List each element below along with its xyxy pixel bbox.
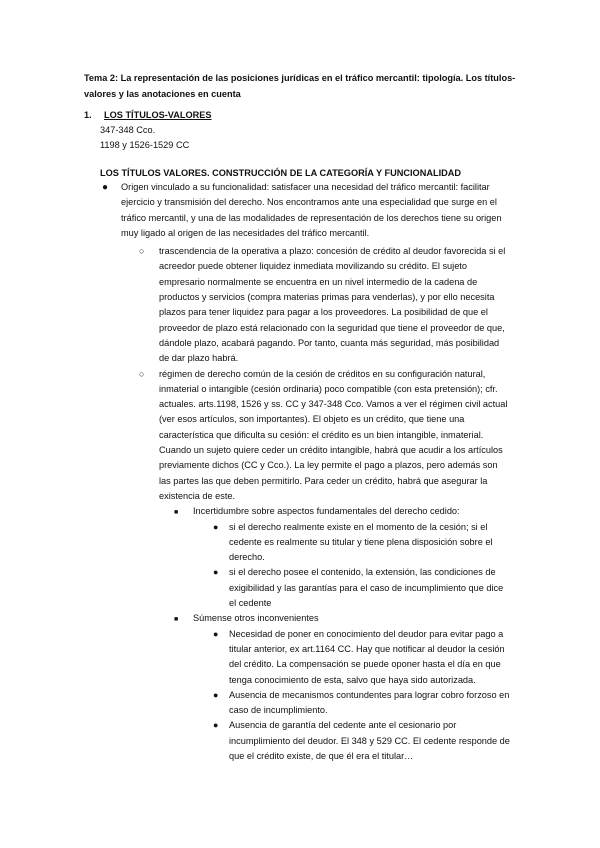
document-body bbox=[0, 180, 600, 764]
list-item-text: si el derecho realmente existe en el momento de la cesión; si el cedente es realmente su titular y tiene plena disposición sobre el derecho. bbox=[229, 521, 493, 563]
bullet-square-icon: ■ bbox=[174, 509, 179, 517]
list-item-text: Incertidumbre sobre aspectos fundamentales del derecho cedido: bbox=[193, 506, 460, 517]
section-number: 1. bbox=[84, 110, 92, 120]
list-item bbox=[213, 718, 511, 764]
legal-references bbox=[100, 123, 189, 154]
list-item bbox=[102, 180, 511, 241]
list-item-text: si el derecho posee el contenido, la extensión, las condiciones de exigibilidad y las garantías para el caso de incumplimiento que dice el cedente bbox=[229, 567, 504, 609]
section-heading bbox=[84, 108, 212, 123]
bullet-circle-icon: ○ bbox=[139, 246, 145, 257]
bullet-circle-icon: ○ bbox=[139, 368, 145, 379]
list-item bbox=[139, 244, 511, 366]
list-item bbox=[213, 520, 511, 566]
reference-line: 347-348 Cco. bbox=[100, 125, 156, 135]
list-item-text: régimen de derecho común de la cesión de créditos en su configuración natural, inmaterial o intangible (cesión ordinaria) poco compatible (con esta pretensión); cfr. actuales. arts.1198, 1526 y ss. CC y 347-348 Cco. Vamos a ver el régimen civil actual (ver esos artículos, son importantes). El objeto es un crédito, que tiene una característica que dificulta su cesión: el crédito es un bien intangible, inmaterial. Cuando un sujeto quiere ceder un crédito intangible, habrá que acudir a los artículos previamente dichos (CC y Cco.). La ley permite el pago a plazos, pero además son las partes las que deben permitirlo. Para ceder un crédito, habrá que asegurar la existencia de este. bbox=[159, 368, 508, 501]
bullet-square-icon: ■ bbox=[174, 616, 179, 624]
reference-line: 1198 y 1526-1529 CC bbox=[100, 140, 190, 151]
list-item-text: Súmense otros inconvenientes bbox=[193, 613, 319, 624]
bullet-disc-icon: ● bbox=[213, 521, 219, 532]
section-label: LOS TÍTULOS-VALORES bbox=[104, 110, 212, 120]
bullet-disc-icon: ● bbox=[102, 182, 109, 193]
list-item bbox=[174, 611, 511, 626]
bullet-disc-icon: ● bbox=[213, 720, 219, 731]
list-item bbox=[213, 627, 511, 688]
bullet-disc-icon: ● bbox=[213, 689, 219, 700]
list-item bbox=[139, 367, 511, 505]
list-item-text: Ausencia de mecanismos contundentes para lograr cobro forzoso en caso de incumplimiento. bbox=[229, 689, 510, 716]
list-item-text: Origen vinculado a su funcionalidad: satisfacer una necesidad del tráfico mercantil: facilitar ejercicio y transmisión del derecho. Nos encontramos ante una especialidad que surge en el tráfico mercantil, y una de las modalidades de representación de los derechos tiene su origen muy ligado al origen de las necesidades del tráfico mercantil. bbox=[121, 182, 502, 238]
page-title: Tema 2: La representación de las posiciones jurídicas en el tráfico mercantil: tipología. Los títulos-valores y las anotaciones en cuenta bbox=[84, 73, 516, 99]
list-item-text: Ausencia de garantía del cedente ante el cesionario por incumplimiento del deudor. El 348 y 529 CC. El cedente responde de que el crédito existe, de que él era el titular… bbox=[229, 720, 510, 761]
list-item bbox=[213, 688, 511, 719]
subsection-heading: LOS TÍTULOS VALORES. CONSTRUCCIÓN DE LA CATEGORÍA Y FUNCIONALIDAD bbox=[100, 168, 462, 178]
bullet-disc-icon: ● bbox=[213, 567, 219, 578]
list-item-text: trascendencia de la operativa a plazo: concesión de crédito al deudor favorecida si el acreedor puede obtener liquidez inmediata movilizando su crédito. El sujeto empresario normalmente se encuentra en un nivel intermedio de la cadena de productos y servicios (compra materias primas para venderlas), y por ello necesita plazos para tener liquidez para pagar a los proveedores. La posibilidad de que el proveedor de plazo está relacionado con la seguridad que tiene el proveedor de que, dándole plazo, acabará pagando. Por tanto, cuanta más seguridad, más posibilidad de dar plazo habrá. bbox=[159, 246, 506, 364]
list-item bbox=[174, 504, 511, 519]
bullet-disc-icon: ● bbox=[213, 628, 219, 639]
list-item-text: Necesidad de poner en conocimiento del deudor para evitar pago a titular anterior, ex art.1164 CC. Hay que notificar al deudor la cesión del crédito. La compensación se puede oponer hasta el día en que tenga conocimiento de esta, salvo que haya sido autorizada. bbox=[229, 628, 505, 685]
list-item bbox=[213, 565, 511, 611]
